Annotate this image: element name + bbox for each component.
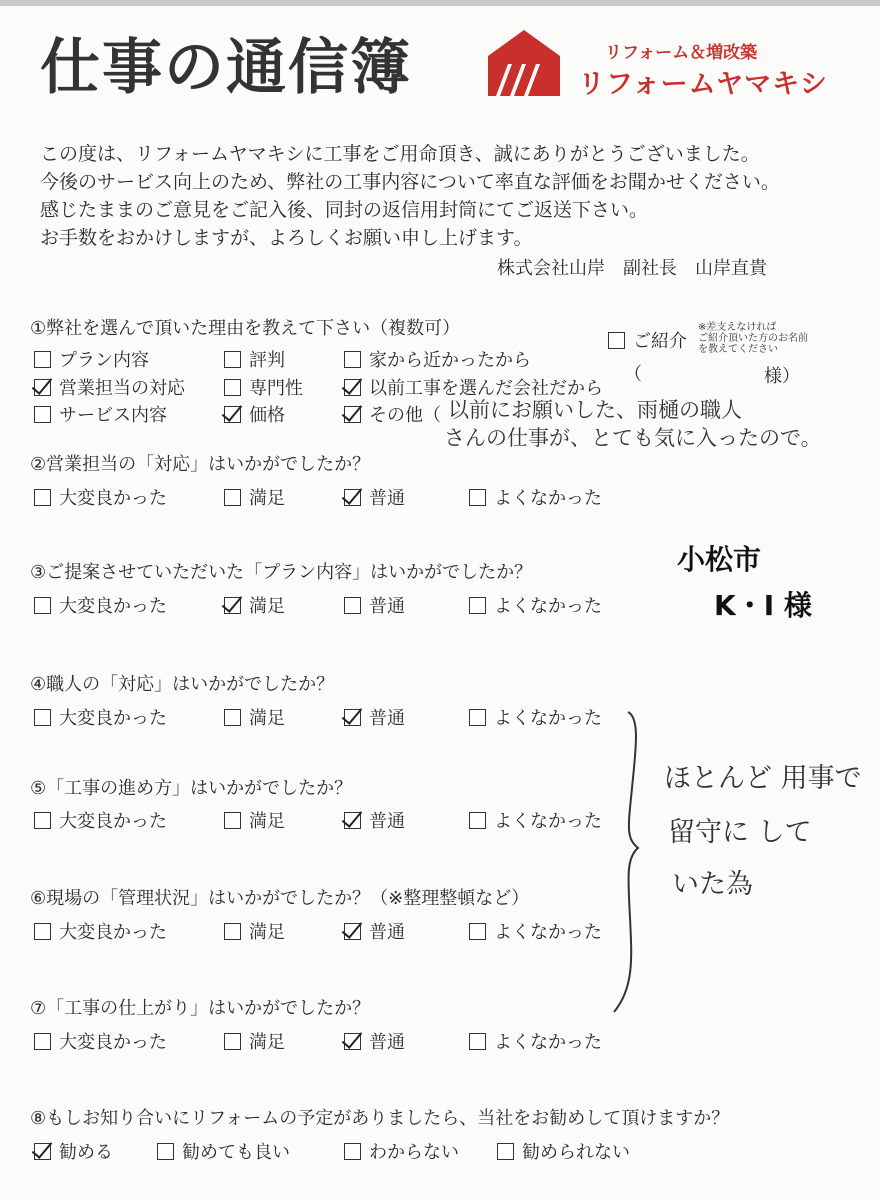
checkbox[interactable] xyxy=(224,923,241,940)
q5-option[interactable]: 普通 xyxy=(344,807,405,833)
checkbox[interactable] xyxy=(34,351,51,368)
q1-option[interactable]: サービス内容 xyxy=(34,401,167,427)
referral-option[interactable]: ご紹介 xyxy=(608,327,687,353)
q4-option[interactable]: 満足 xyxy=(224,704,285,730)
q4-option[interactable]: 普通 xyxy=(344,704,405,730)
q5-option[interactable]: よくなかった xyxy=(469,807,602,833)
side-note-line: いた為 xyxy=(672,869,753,900)
checkbox[interactable] xyxy=(34,597,51,614)
q6-option[interactable]: 大変良かった xyxy=(34,918,167,944)
signature: 株式会社山岸 副社長 山岸直貴 xyxy=(497,258,767,279)
intro-text xyxy=(40,140,780,252)
intro-line: 今後のサービス向上のため、弊社の工事内容について率直な評価をお聞かせください。 xyxy=(40,171,780,193)
q6-option[interactable]: 満足 xyxy=(224,918,285,944)
q8-option[interactable]: わからない xyxy=(344,1138,459,1164)
checkbox[interactable] xyxy=(224,379,241,396)
customer-name: K・I 様 xyxy=(714,589,812,622)
checkbox[interactable] xyxy=(34,406,51,423)
q5-option[interactable]: 満足 xyxy=(224,807,285,833)
q2-option[interactable]: よくなかった xyxy=(469,484,602,510)
checkbox[interactable] xyxy=(469,489,486,506)
question-1-title: ①弊社を選んで頂いた理由を教えて下さい（複数可） xyxy=(30,318,461,339)
question-5-title: ⑤「工事の進め方」はいかがでしたか？ xyxy=(30,778,353,799)
checkbox[interactable] xyxy=(469,597,486,614)
checkbox[interactable] xyxy=(608,332,625,349)
q1-option[interactable]: 専門性 xyxy=(224,374,303,400)
checkbox[interactable] xyxy=(344,406,361,423)
checkbox[interactable] xyxy=(224,709,241,726)
checkbox[interactable] xyxy=(34,709,51,726)
q7-option[interactable]: 大変良かった xyxy=(34,1028,167,1054)
checkbox[interactable] xyxy=(224,489,241,506)
q6-option[interactable]: よくなかった xyxy=(469,918,602,944)
checkbox[interactable] xyxy=(344,1033,361,1050)
checkbox[interactable] xyxy=(344,379,361,396)
q8-option[interactable]: 勧める xyxy=(34,1138,113,1164)
q6-option[interactable]: 普通 xyxy=(344,918,405,944)
side-note-line: ほとんど 用事で xyxy=(664,763,862,794)
question-6-title: ⑥現場の「管理状況」はいかがでしたか？（※整理整頓など） xyxy=(30,888,530,909)
checkbox[interactable] xyxy=(224,812,241,829)
q3-option[interactable]: 満足 xyxy=(224,592,285,618)
checkbox[interactable] xyxy=(224,1033,241,1050)
intro-line: お手数をおかけしますが、よろしくお願い申し上げます。 xyxy=(40,227,533,249)
q5-option[interactable]: 大変良かった xyxy=(34,807,167,833)
checkbox[interactable] xyxy=(224,351,241,368)
intro-line: この度は、リフォームヤマキシに工事をご用命頂き、誠にありがとうございました。 xyxy=(40,143,760,165)
checkbox[interactable] xyxy=(34,489,51,506)
q1-option[interactable]: 以前工事を選んだ会社だから xyxy=(344,374,603,400)
scan-edge xyxy=(0,0,880,6)
question-2-title: ②営業担当の「対応」はいかがでしたか？ xyxy=(30,454,371,475)
q2-option[interactable]: 普通 xyxy=(344,484,405,510)
checkbox[interactable] xyxy=(224,406,241,423)
checkbox[interactable] xyxy=(344,709,361,726)
checkbox[interactable] xyxy=(469,1033,486,1050)
q8-option[interactable]: 勧めても良い xyxy=(157,1138,290,1164)
checkbox[interactable] xyxy=(469,709,486,726)
q7-option[interactable]: 普通 xyxy=(344,1028,405,1054)
brand-name: リフォームヤマキシ xyxy=(578,69,828,100)
checkbox[interactable] xyxy=(344,351,361,368)
checkbox[interactable] xyxy=(469,812,486,829)
q3-option[interactable]: よくなかった xyxy=(469,592,602,618)
question-8-title: ⑧もしお知り合いにリフォームの予定がありましたら、当社をお勧めして頂けますか？ xyxy=(30,1108,730,1129)
q7-option[interactable]: 満足 xyxy=(224,1028,285,1054)
q3-option[interactable]: 普通 xyxy=(344,592,405,618)
question-4-title: ④職人の「対応」はいかがでしたか？ xyxy=(30,674,335,695)
question-7-title: ⑦「工事の仕上がり」はいかがでしたか？ xyxy=(30,998,371,1019)
handwritten-other-line: さんの仕事が、とても気に入ったので。 xyxy=(444,426,822,450)
q1-option[interactable]: 営業担当の対応 xyxy=(34,374,185,400)
checkbox[interactable] xyxy=(34,812,51,829)
checkbox[interactable] xyxy=(344,812,361,829)
q2-option[interactable]: 大変良かった xyxy=(34,484,167,510)
checkbox[interactable] xyxy=(157,1143,174,1160)
q8-option[interactable]: 勧められない xyxy=(497,1138,630,1164)
checkbox[interactable] xyxy=(344,597,361,614)
referral-close: 様） xyxy=(764,366,800,387)
q7-option[interactable]: よくなかった xyxy=(469,1028,602,1054)
customer-city: 小松市 xyxy=(677,543,762,576)
house-logo-icon xyxy=(488,30,560,96)
checkbox[interactable] xyxy=(34,1143,51,1160)
checkbox[interactable] xyxy=(34,1033,51,1050)
q3-option[interactable]: 大変良かった xyxy=(34,592,167,618)
checkbox[interactable] xyxy=(344,923,361,940)
checkbox[interactable] xyxy=(497,1143,514,1160)
brand-tagline: リフォーム＆増改築 xyxy=(605,43,758,63)
referral-note: ※差支えなければ ご紹介頂いた方のお名前 を教えてください xyxy=(698,322,808,355)
handwritten-brace xyxy=(604,708,644,1018)
side-note-line: 留守に して xyxy=(668,817,812,848)
checkbox[interactable] xyxy=(469,923,486,940)
checkbox[interactable] xyxy=(224,597,241,614)
q1-option[interactable]: 評判 xyxy=(224,346,285,372)
q4-option[interactable]: よくなかった xyxy=(469,704,602,730)
question-3-title: ③ご提案させていただいた「プラン内容」はいかがでしたか？ xyxy=(30,562,533,583)
q4-option[interactable]: 大変良かった xyxy=(34,704,167,730)
checkbox[interactable] xyxy=(34,923,51,940)
checkbox[interactable] xyxy=(34,379,51,396)
q1-option[interactable]: その他（ xyxy=(344,401,441,427)
page-title: 仕事の通信簿 xyxy=(40,33,412,103)
checkbox[interactable] xyxy=(344,1143,361,1160)
intro-line: 感じたままのご意見をご記入後、同封の返信用封筒にてご返送下さい。 xyxy=(40,199,649,221)
handwritten-other-line: 以前にお願いした、雨樋の職人 xyxy=(448,398,742,422)
q2-option[interactable]: 満足 xyxy=(224,484,285,510)
referral-open: （ xyxy=(624,364,642,385)
q1-option[interactable]: 家から近かったから xyxy=(344,346,531,372)
checkbox[interactable] xyxy=(344,489,361,506)
q1-option[interactable]: プラン内容 xyxy=(34,346,149,372)
q1-option[interactable]: 価格 xyxy=(224,401,285,427)
